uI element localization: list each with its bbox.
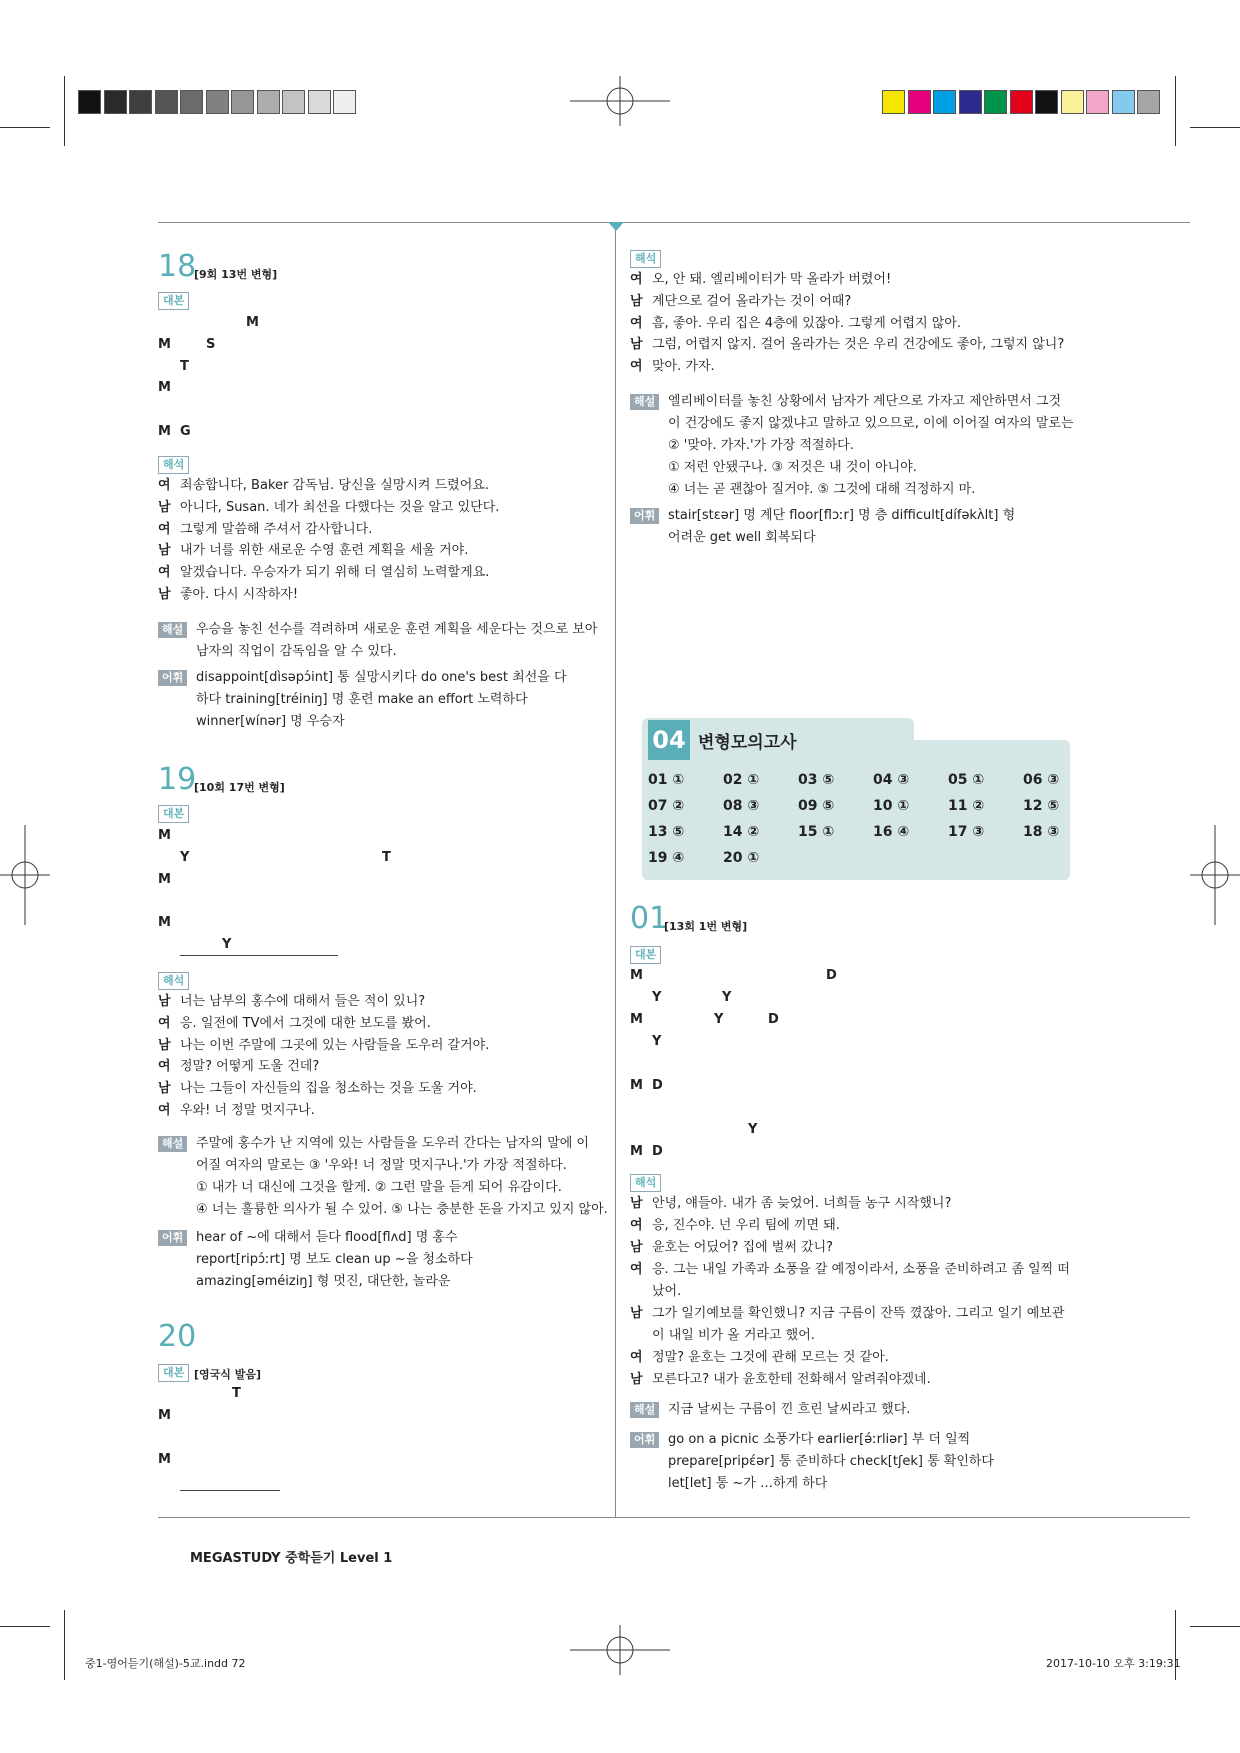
translation-text: 우와! 너 정말 멋지구나. (180, 1103, 315, 1118)
explanation-line: 남자의 직업이 감독임을 알 수 있다. (196, 644, 397, 659)
explanation-line: 엘리베이터를 놓친 상황에서 남자가 계단으로 가자고 제안하면서 그것 (668, 394, 1062, 409)
translation-line (630, 337, 1064, 353)
color-swatch (308, 90, 331, 114)
speaker-label: 남 (630, 293, 643, 309)
translation-tag: 해석 (630, 1174, 661, 1192)
vocabulary-line: hear of ~에 대해서 듣다 flood[flʌd] 명 홍수 (196, 1230, 458, 1245)
speaker-mark: Y (722, 990, 732, 1005)
speaker-label: 여 (158, 478, 171, 493)
explanation-tag: 해설 (158, 1136, 187, 1152)
explanation-line: ④ 너는 곧 괜찮아 질거야. ⑤ 그것에 대해 걱정하지 마. (668, 482, 976, 497)
speaker-mark: M (158, 915, 171, 930)
speaker-mark: M (158, 872, 171, 887)
speaker-label: 여 (630, 1218, 643, 1233)
translation-text: 내가 너를 위한 새로운 수영 훈련 계획을 세울 거야. (180, 543, 469, 559)
answer-item: 14 ② (723, 824, 760, 840)
color-swatch (1086, 90, 1109, 114)
color-swatch (959, 90, 982, 114)
translation-line (158, 543, 468, 559)
speaker-mark: M (630, 968, 643, 983)
translation-text: 응. 일전에 TV에서 그것에 대한 보도를 봤어. (180, 1015, 431, 1031)
translation-text: 나는 그들이 자신들의 집을 청소하는 것을 도울 거야. (180, 1081, 477, 1097)
answer-blank (180, 1490, 280, 1491)
footer-file-name: 중1-영어듣기(해설)-5교.indd 72 (85, 1657, 246, 1670)
translation-text: 정말? 어떻게 도울 건데? (180, 1059, 320, 1075)
explanation-line: ① 저런 안됐구나. ③ 저것은 내 것이 아니야. (668, 460, 917, 475)
question-source-note: [10회 17번 변형] (194, 781, 285, 794)
speaker-label: 여 (630, 1350, 643, 1365)
answer-item: 20 ① (723, 850, 760, 866)
vocabulary-line: report[ripɔ́ːrt] 명 보도 clean up ~을 청소하다 (196, 1252, 473, 1267)
speaker-mark: M (158, 424, 171, 439)
speaker-label: 남 (158, 587, 171, 602)
speaker-label: 여 (630, 272, 643, 287)
vocabulary-line: disappoint[dìsəpɔ́int] 통 실망시키다 do one's best 최선을 다 (196, 670, 567, 685)
vocabulary-line: 하다 training[tréiniŋ] 명 훈련 make an effort 노력하다 (196, 692, 528, 707)
color-swatch (1061, 90, 1084, 114)
explanation-tag: 해설 (630, 394, 659, 410)
translation-line (630, 1372, 931, 1388)
bottom-rule (158, 1517, 1190, 1518)
speaker-mark: Y (180, 850, 190, 865)
answer-item: 18 ③ (1023, 824, 1060, 840)
translation-line (158, 1103, 315, 1119)
footer-timestamp: 2017-10-10 오후 3:19:31 (1046, 1657, 1181, 1670)
question-source-note: [영국식 발음] (194, 1368, 262, 1381)
speaker-mark: M (246, 315, 259, 330)
translation-text: 이 내일 비가 올 거라고 했어. (652, 1328, 815, 1343)
speaker-mark: M (158, 1408, 171, 1423)
answer-item: 15 ① (798, 824, 835, 840)
translation-line (158, 522, 372, 538)
speaker-mark: G (180, 424, 191, 439)
translation-text: 알겠습니다. 우승자가 되기 위해 더 열심히 노력할게요. (180, 565, 490, 581)
speaker-label: 남 (630, 1372, 643, 1387)
translation-text: 그렇게 말씀해 주셔서 감사합니다. (180, 521, 373, 537)
translation-text: 났어. (652, 1284, 682, 1299)
answer-item: 01 ① (648, 772, 685, 788)
answer-blank (180, 955, 338, 956)
explanation-tag: 해설 (158, 622, 187, 638)
speaker-mark: M (158, 828, 171, 843)
speaker-label: 남 (158, 1037, 171, 1053)
color-swatch (155, 90, 178, 114)
translation-tag: 해석 (630, 250, 661, 268)
translation-line (158, 587, 298, 603)
explanation-line: 우승을 놓친 선수를 격려하며 새로운 훈련 계획을 세운다는 것으로 보아 (196, 622, 598, 637)
answer-item: 11 ② (948, 798, 985, 814)
answer-item: 04 ③ (873, 772, 910, 788)
color-swatch (206, 90, 229, 114)
translation-line (630, 272, 891, 288)
vocabulary-tag: 어휘 (630, 508, 659, 524)
registration-mark-bottom (570, 1625, 670, 1675)
translation-text: 응. 그는 내일 가족과 소풍을 갈 예정이라서, 소풍을 준비하려고 좀 일찍 떠 (652, 1262, 1070, 1277)
translation-text: 너는 남부의 홍수에 대해서 들은 적이 있니? (180, 994, 426, 1009)
answer-item: 09 ⑤ (798, 798, 835, 814)
translation-text: 정말? 윤호는 그것에 관해 모르는 것 같아. (652, 1350, 889, 1365)
color-swatch (933, 90, 956, 114)
translation-line (630, 1240, 833, 1256)
question-number-18: 18 (158, 249, 197, 284)
answer-key-title: 변형모의고사 (698, 733, 797, 753)
speaker-mark: Y (652, 1034, 662, 1049)
translation-line (630, 1196, 951, 1212)
speaker-label: 남 (158, 499, 171, 515)
speaker-label: 여 (630, 359, 643, 375)
speaker-mark: M (158, 337, 171, 352)
color-swatch (1035, 90, 1058, 114)
translation-text: 나는 이번 주말에 그곳에 있는 사람들을 도우러 갈거야. (180, 1037, 490, 1053)
color-swatch (1112, 90, 1135, 114)
vocabulary-line: let[let] 통 ~가 …하게 하다 (668, 1476, 828, 1491)
color-swatch (129, 90, 152, 114)
translation-line (158, 1059, 319, 1075)
speaker-label: 여 (158, 521, 171, 537)
speaker-label: 여 (158, 565, 171, 581)
speaker-mark: Y (652, 990, 662, 1005)
color-swatch (1010, 90, 1033, 114)
speaker-mark: T (180, 359, 189, 374)
color-swatch (984, 90, 1007, 114)
answer-item: 17 ③ (948, 824, 985, 840)
explanation-line: 이 건강에도 좋지 않겠냐고 말하고 있으므로, 이에 이어질 여자의 말로는 (668, 416, 1074, 431)
translation-line (630, 316, 961, 332)
color-swatch (78, 90, 101, 114)
translation-line (158, 994, 425, 1010)
script-tag: 대본 (158, 805, 189, 823)
speaker-label: 여 (630, 315, 643, 331)
translation-line (630, 1350, 889, 1366)
vocabulary-tag: 어휘 (158, 1230, 187, 1246)
question-number-19: 19 (158, 762, 197, 797)
translation-line (158, 1016, 431, 1032)
answer-item: 02 ① (723, 772, 760, 788)
translation-line (630, 294, 851, 310)
translation-line (158, 565, 489, 581)
speaker-label: 남 (158, 1081, 171, 1097)
explanation-line: 주말에 홍수가 난 지역에 있는 사람들을 도우러 간다는 남자의 말에 이 (196, 1136, 589, 1151)
speaker-label: 남 (630, 337, 643, 353)
script-tag: 대본 (158, 1364, 189, 1382)
column-divider (615, 222, 616, 1518)
vocabulary-line: go on a picnic 소풍가다 earlier[ə́ːrliər] 부 더 일찍 (668, 1432, 971, 1447)
speaker-mark: T (382, 850, 391, 865)
vocabulary-line: 어려운 get well 회복되다 (668, 530, 816, 545)
color-swatch (908, 90, 931, 114)
speaker-label: 남 (630, 1196, 643, 1211)
speaker-mark: Y (748, 1122, 758, 1137)
translation-line (630, 1328, 815, 1344)
column-marker-triangle (608, 222, 624, 232)
speaker-mark: D (768, 1012, 779, 1027)
speaker-label: 여 (630, 1262, 643, 1277)
translation-text: 응, 진수야. 넌 우리 팀에 끼면 돼. (652, 1218, 840, 1233)
color-swatch (1137, 90, 1160, 114)
translation-text: 안녕, 얘들아. 내가 좀 늦었어. 너희들 농구 시작했니? (652, 1196, 952, 1211)
color-swatch (180, 90, 203, 114)
vocabulary-line: amazing[əméiziŋ] 형 멋진, 대단한, 놀라운 (196, 1274, 451, 1289)
color-swatch (231, 90, 254, 114)
color-swatch (257, 90, 280, 114)
speaker-mark: D (826, 968, 837, 983)
translation-text: 계단으로 걸어 올라가는 것이 어때? (652, 293, 852, 309)
color-swatch (333, 90, 356, 114)
answer-key-badge: 04 (648, 720, 690, 760)
answer-item: 03 ⑤ (798, 772, 835, 788)
question-number-20: 20 (158, 1319, 197, 1354)
explanation-line: 지금 날씨는 구름이 낀 흐린 날씨라고 했다. (668, 1402, 911, 1417)
speaker-mark: Y (222, 937, 232, 952)
translation-line (630, 1306, 1064, 1322)
script-tag: 대본 (630, 946, 661, 964)
translation-text: 그가 일기예보를 확인했니? 지금 구름이 잔뜩 꼈잖아. 그리고 일기 예보관 (652, 1306, 1065, 1321)
explanation-tag: 해설 (630, 1402, 659, 1418)
footer-brand: MEGASTUDY 중학듣기 Level 1 (190, 1551, 393, 1566)
registration-mark-right (1190, 825, 1240, 925)
translation-line (158, 1081, 477, 1097)
registration-mark-top (570, 76, 670, 126)
script-tag: 대본 (158, 292, 189, 310)
question-source-note: [9회 13번 변형] (194, 268, 278, 281)
translation-text: 좋아. 다시 시작하자! (180, 587, 299, 602)
translation-tag: 해석 (158, 456, 189, 474)
top-rule (158, 222, 1190, 223)
speaker-mark: T (232, 1386, 241, 1401)
speaker-mark: M (158, 1452, 171, 1467)
vocabulary-line: stair[stɛər] 명 계단 floor[flɔːr] 명 층 difficult[dífəkʌ̀lt] 형 (668, 508, 1016, 523)
answer-item: 10 ① (873, 798, 910, 814)
translation-text: 그럼, 어렵지 않지. 걸어 올라가는 것은 우리 건강에도 좋아, 그렇지 않니? (652, 337, 1065, 353)
speaker-label: 남 (158, 994, 171, 1009)
speaker-label: 여 (158, 1015, 171, 1031)
answer-item: 07 ② (648, 798, 685, 814)
translation-line (630, 359, 715, 375)
speaker-mark: S (206, 337, 216, 352)
answer-item: 06 ③ (1023, 772, 1060, 788)
answer-item: 19 ④ (648, 850, 685, 866)
explanation-line: ④ 너는 훌륭한 의사가 될 수 있어. ⑤ 나는 충분한 돈을 가지고 있지 않아. (196, 1202, 608, 1217)
speaker-mark: D (652, 1078, 663, 1093)
color-swatch (104, 90, 127, 114)
translation-line (630, 1262, 1070, 1278)
question-number-01: 01 (630, 901, 669, 936)
speaker-mark: M (158, 380, 171, 395)
translation-text: 오, 안 돼. 엘리베이터가 막 올라가 버렸어! (652, 272, 892, 287)
speaker-label: 남 (630, 1240, 643, 1255)
translation-text: 맞아. 가자. (652, 359, 715, 375)
answer-item: 12 ⑤ (1023, 798, 1060, 814)
speaker-mark: M (630, 1078, 643, 1093)
vocabulary-tag: 어휘 (158, 670, 187, 686)
vocabulary-line: prepare[pripέər] 통 준비하다 check[tʃek] 통 확인하다 (668, 1454, 994, 1469)
translation-line (630, 1218, 840, 1234)
speaker-mark: M (630, 1012, 643, 1027)
vocabulary-tag: 어휘 (630, 1432, 659, 1448)
translation-tag: 해석 (158, 972, 189, 990)
translation-text: 죄송합니다, Baker 감독님. 당신을 실망시켜 드렸어요. (180, 478, 489, 493)
translation-text: 아니다, Susan. 네가 최선을 다했다는 것을 알고 있단다. (180, 499, 500, 515)
translation-line (158, 1038, 489, 1054)
translation-line (158, 478, 489, 494)
speaker-mark: Y (714, 1012, 724, 1027)
translation-text: 흠, 좋아. 우리 집은 4층에 있잖아. 그렇게 어렵지 않아. (652, 315, 962, 331)
speaker-mark: D (652, 1144, 663, 1159)
answer-item: 08 ③ (723, 798, 760, 814)
explanation-line: ② '맞아. 가자.'가 가장 적절하다. (668, 438, 854, 453)
answer-key-box (642, 740, 1070, 880)
speaker-label: 남 (630, 1306, 643, 1321)
color-swatch (282, 90, 305, 114)
explanation-line: ① 내가 너 대신에 그것을 할게. ② 그런 말을 듣게 되어 유감이다. (196, 1180, 562, 1195)
translation-text: 윤호는 어딨어? 집에 벌써 갔니? (652, 1240, 834, 1255)
translation-line (630, 1284, 681, 1300)
answer-item: 16 ④ (873, 824, 910, 840)
answer-item: 05 ① (948, 772, 985, 788)
answer-item: 13 ⑤ (648, 824, 685, 840)
explanation-line: 어질 여자의 말로는 ③ '우와! 너 정말 멋지구나.'가 가장 적절하다. (196, 1158, 567, 1173)
vocabulary-line: winner[wínər] 명 우승자 (196, 714, 345, 729)
speaker-mark: M (630, 1144, 643, 1159)
speaker-label: 여 (158, 1103, 171, 1118)
speaker-label: 남 (158, 543, 171, 559)
color-swatch (882, 90, 905, 114)
question-source-note: [13회 1번 변형] (664, 920, 748, 933)
translation-line (158, 500, 499, 516)
translation-text: 모른다고? 내가 윤호한테 전화해서 알려줘야겠네. (652, 1372, 931, 1387)
registration-mark-left (0, 825, 50, 925)
speaker-label: 여 (158, 1059, 171, 1075)
